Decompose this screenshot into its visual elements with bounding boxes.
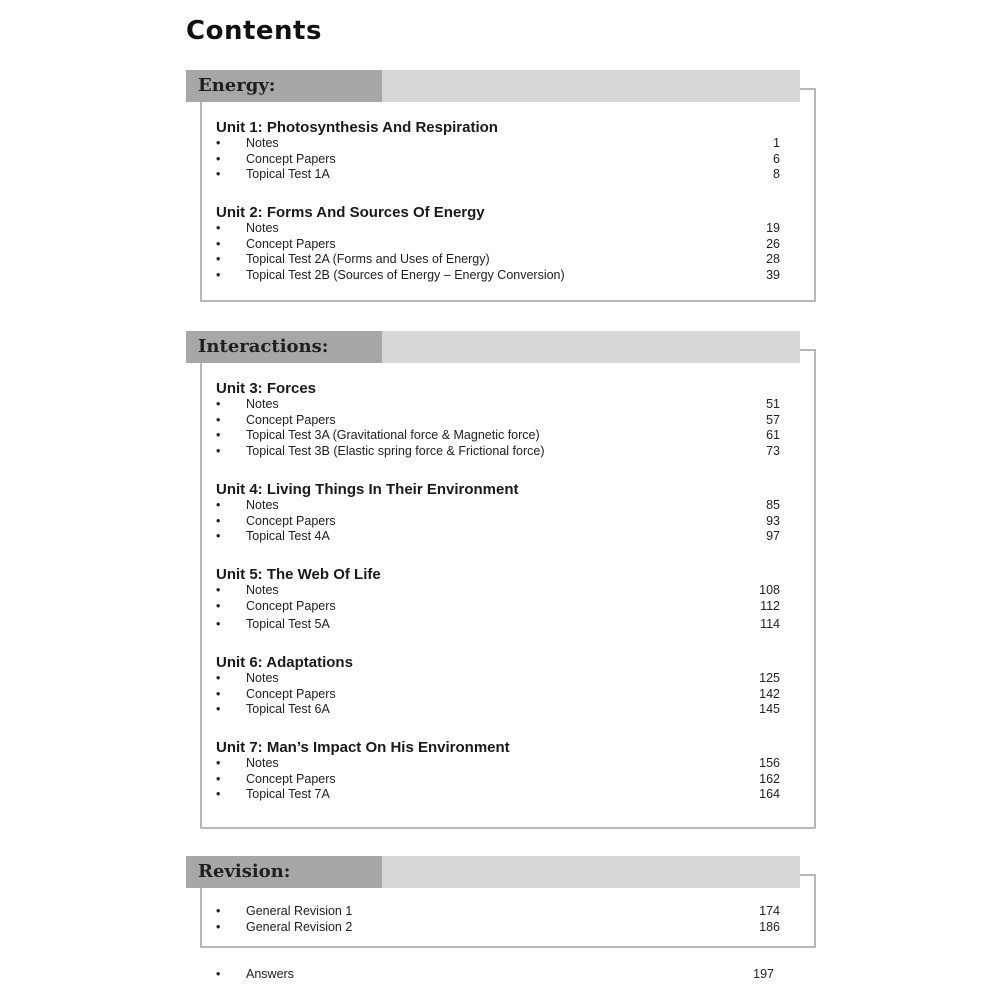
unit-title: Unit 2: Forms And Sources Of Energy bbox=[216, 204, 485, 221]
entry-label: Concept Papers bbox=[246, 598, 336, 613]
entry-label: Answers bbox=[246, 967, 294, 981]
unit-title: Unit 6: Adaptations bbox=[216, 654, 353, 671]
bullet: • bbox=[216, 167, 221, 182]
toc-entry[interactable] bbox=[216, 268, 780, 284]
bullet: • bbox=[216, 671, 221, 685]
toc-entry[interactable] bbox=[216, 428, 780, 444]
entry-label: Topical Test 6A bbox=[246, 702, 330, 717]
entry-label: General Revision 2 bbox=[246, 919, 353, 934]
bullet: • bbox=[216, 151, 221, 166]
entry-label: Topical Test 3A (Gravitational force & Magnetic force) bbox=[246, 428, 540, 443]
toc-entry[interactable] bbox=[216, 583, 780, 599]
bullet: • bbox=[216, 787, 221, 802]
entry-label: Concept Papers bbox=[246, 513, 336, 528]
unit-block bbox=[216, 380, 780, 460]
page-number: 145 bbox=[759, 702, 780, 717]
toc-entry[interactable] bbox=[216, 136, 780, 152]
bullet: • bbox=[216, 529, 221, 544]
entry-label: Topical Test 2B (Sources of Energy – Energy Conversion) bbox=[246, 268, 565, 283]
entry-label: Concept Papers bbox=[246, 686, 336, 701]
bullet: • bbox=[216, 686, 221, 701]
unit-block bbox=[216, 119, 780, 183]
toc-entry[interactable] bbox=[216, 252, 780, 268]
bullet: • bbox=[216, 617, 221, 632]
bullet: • bbox=[216, 252, 221, 267]
page-number: 108 bbox=[759, 583, 780, 597]
toc-entry[interactable] bbox=[216, 529, 780, 545]
unit-block bbox=[216, 204, 780, 284]
toc-entry[interactable] bbox=[216, 152, 780, 168]
section-interactions bbox=[186, 331, 816, 829]
page-number: 6 bbox=[773, 151, 780, 166]
entry-label: Notes bbox=[246, 136, 279, 150]
page-number: 26 bbox=[766, 236, 780, 251]
bullet: • bbox=[216, 771, 221, 786]
entry-label: Notes bbox=[246, 498, 279, 512]
unit-title: Unit 3: Forces bbox=[216, 380, 317, 397]
page-number: 28 bbox=[766, 252, 780, 267]
page-number: 73 bbox=[766, 444, 780, 459]
page-number: 39 bbox=[766, 268, 780, 283]
page-number: 8 bbox=[773, 167, 780, 182]
entry-label: Notes bbox=[246, 221, 279, 235]
bullet: • bbox=[216, 444, 221, 459]
bullet: • bbox=[216, 756, 221, 770]
page-number: 57 bbox=[766, 412, 780, 427]
page-number: 186 bbox=[759, 919, 780, 934]
page-number: 164 bbox=[759, 787, 780, 802]
bullet: • bbox=[216, 397, 221, 411]
toc-entry[interactable] bbox=[216, 756, 780, 772]
page-number: 112 bbox=[760, 598, 780, 613]
unit-title: Unit 4: Living Things In Their Environment bbox=[216, 481, 519, 498]
section-heading: Energy: bbox=[198, 75, 276, 96]
unit-title: Unit 5: The Web Of Life bbox=[216, 566, 381, 583]
section-heading: Interactions: bbox=[198, 336, 329, 357]
bullet: • bbox=[216, 498, 221, 512]
unit-block bbox=[216, 739, 780, 803]
page-title: Contents bbox=[186, 16, 322, 46]
toc-entry[interactable] bbox=[216, 221, 780, 237]
toc-entry[interactable] bbox=[216, 920, 780, 936]
bullet: • bbox=[216, 967, 221, 981]
unit-block bbox=[216, 654, 780, 718]
page-number: 162 bbox=[759, 771, 780, 786]
toc-entry[interactable] bbox=[216, 498, 780, 514]
entry-label: Concept Papers bbox=[246, 771, 336, 786]
bullet: • bbox=[216, 412, 221, 427]
bullet: • bbox=[216, 428, 221, 443]
page-number: 19 bbox=[766, 221, 780, 235]
page-number: 1 bbox=[773, 136, 780, 150]
toc-entry[interactable] bbox=[216, 413, 780, 429]
entry-label: Notes bbox=[246, 671, 279, 685]
bullet: • bbox=[216, 236, 221, 251]
bullet: • bbox=[216, 136, 221, 150]
toc-entry[interactable] bbox=[216, 702, 780, 718]
section-energy bbox=[186, 70, 816, 302]
entry-label: Topical Test 7A bbox=[246, 787, 330, 802]
section-header bbox=[186, 331, 800, 363]
toc-entry[interactable] bbox=[216, 167, 780, 183]
page-number: 97 bbox=[766, 529, 780, 544]
page-number: 197 bbox=[753, 967, 774, 981]
bullet: • bbox=[216, 919, 221, 934]
toc-entry[interactable] bbox=[216, 599, 780, 615]
entry-label: Notes bbox=[246, 583, 279, 597]
page-number: 93 bbox=[766, 513, 780, 528]
entry-label: Notes bbox=[246, 397, 279, 411]
bullet: • bbox=[216, 268, 221, 283]
bullet: • bbox=[216, 583, 221, 597]
entry-label: Topical Test 4A bbox=[246, 529, 330, 544]
toc-entry[interactable] bbox=[216, 904, 780, 920]
page-number: 51 bbox=[766, 397, 780, 411]
toc-entry[interactable] bbox=[216, 397, 780, 413]
answers-block bbox=[216, 967, 774, 983]
toc-entry[interactable] bbox=[216, 444, 780, 460]
toc-entry[interactable] bbox=[216, 514, 780, 530]
page-number: 85 bbox=[766, 498, 780, 512]
entry-label: Topical Test 3B (Elastic spring force & Frictional force) bbox=[246, 444, 545, 459]
entry-label: General Revision 1 bbox=[246, 904, 353, 918]
section-heading: Revision: bbox=[198, 861, 291, 882]
toc-entry[interactable] bbox=[216, 787, 780, 803]
unit-title: Unit 7: Man’s Impact On His Environment bbox=[216, 739, 510, 756]
toc-entry[interactable] bbox=[216, 687, 780, 703]
unit-block bbox=[216, 481, 780, 545]
page-number: 125 bbox=[759, 671, 780, 685]
unit-title: Unit 1: Photosynthesis And Respiration bbox=[216, 119, 498, 136]
revision-list bbox=[216, 904, 780, 935]
entry-label: Topical Test 2A (Forms and Uses of Energy) bbox=[246, 252, 490, 267]
entry-label: Concept Papers bbox=[246, 236, 336, 251]
bullet: • bbox=[216, 702, 221, 717]
page-number: 156 bbox=[759, 756, 780, 770]
page-number: 142 bbox=[759, 686, 780, 701]
entry-label: Concept Papers bbox=[246, 151, 336, 166]
bullet: • bbox=[216, 513, 221, 528]
page-number: 174 bbox=[759, 904, 780, 918]
section-revision bbox=[186, 856, 816, 948]
toc-entry[interactable] bbox=[216, 617, 780, 633]
toc-entry[interactable] bbox=[216, 237, 780, 253]
page-number: 61 bbox=[766, 428, 780, 443]
toc-entry[interactable] bbox=[216, 671, 780, 687]
bullet: • bbox=[216, 221, 221, 235]
entry-label: Topical Test 1A bbox=[246, 167, 330, 182]
bullet: • bbox=[216, 598, 221, 613]
entry-label: Notes bbox=[246, 756, 279, 770]
section-header bbox=[186, 70, 800, 102]
entry-label: Topical Test 5A bbox=[246, 617, 330, 632]
toc-entry[interactable] bbox=[216, 772, 780, 788]
unit-block bbox=[216, 566, 780, 633]
page-number: 114 bbox=[760, 617, 780, 632]
section-header bbox=[186, 856, 800, 888]
toc-entry-answers[interactable] bbox=[216, 967, 774, 983]
bullet: • bbox=[216, 904, 221, 918]
entry-label: Concept Papers bbox=[246, 412, 336, 427]
